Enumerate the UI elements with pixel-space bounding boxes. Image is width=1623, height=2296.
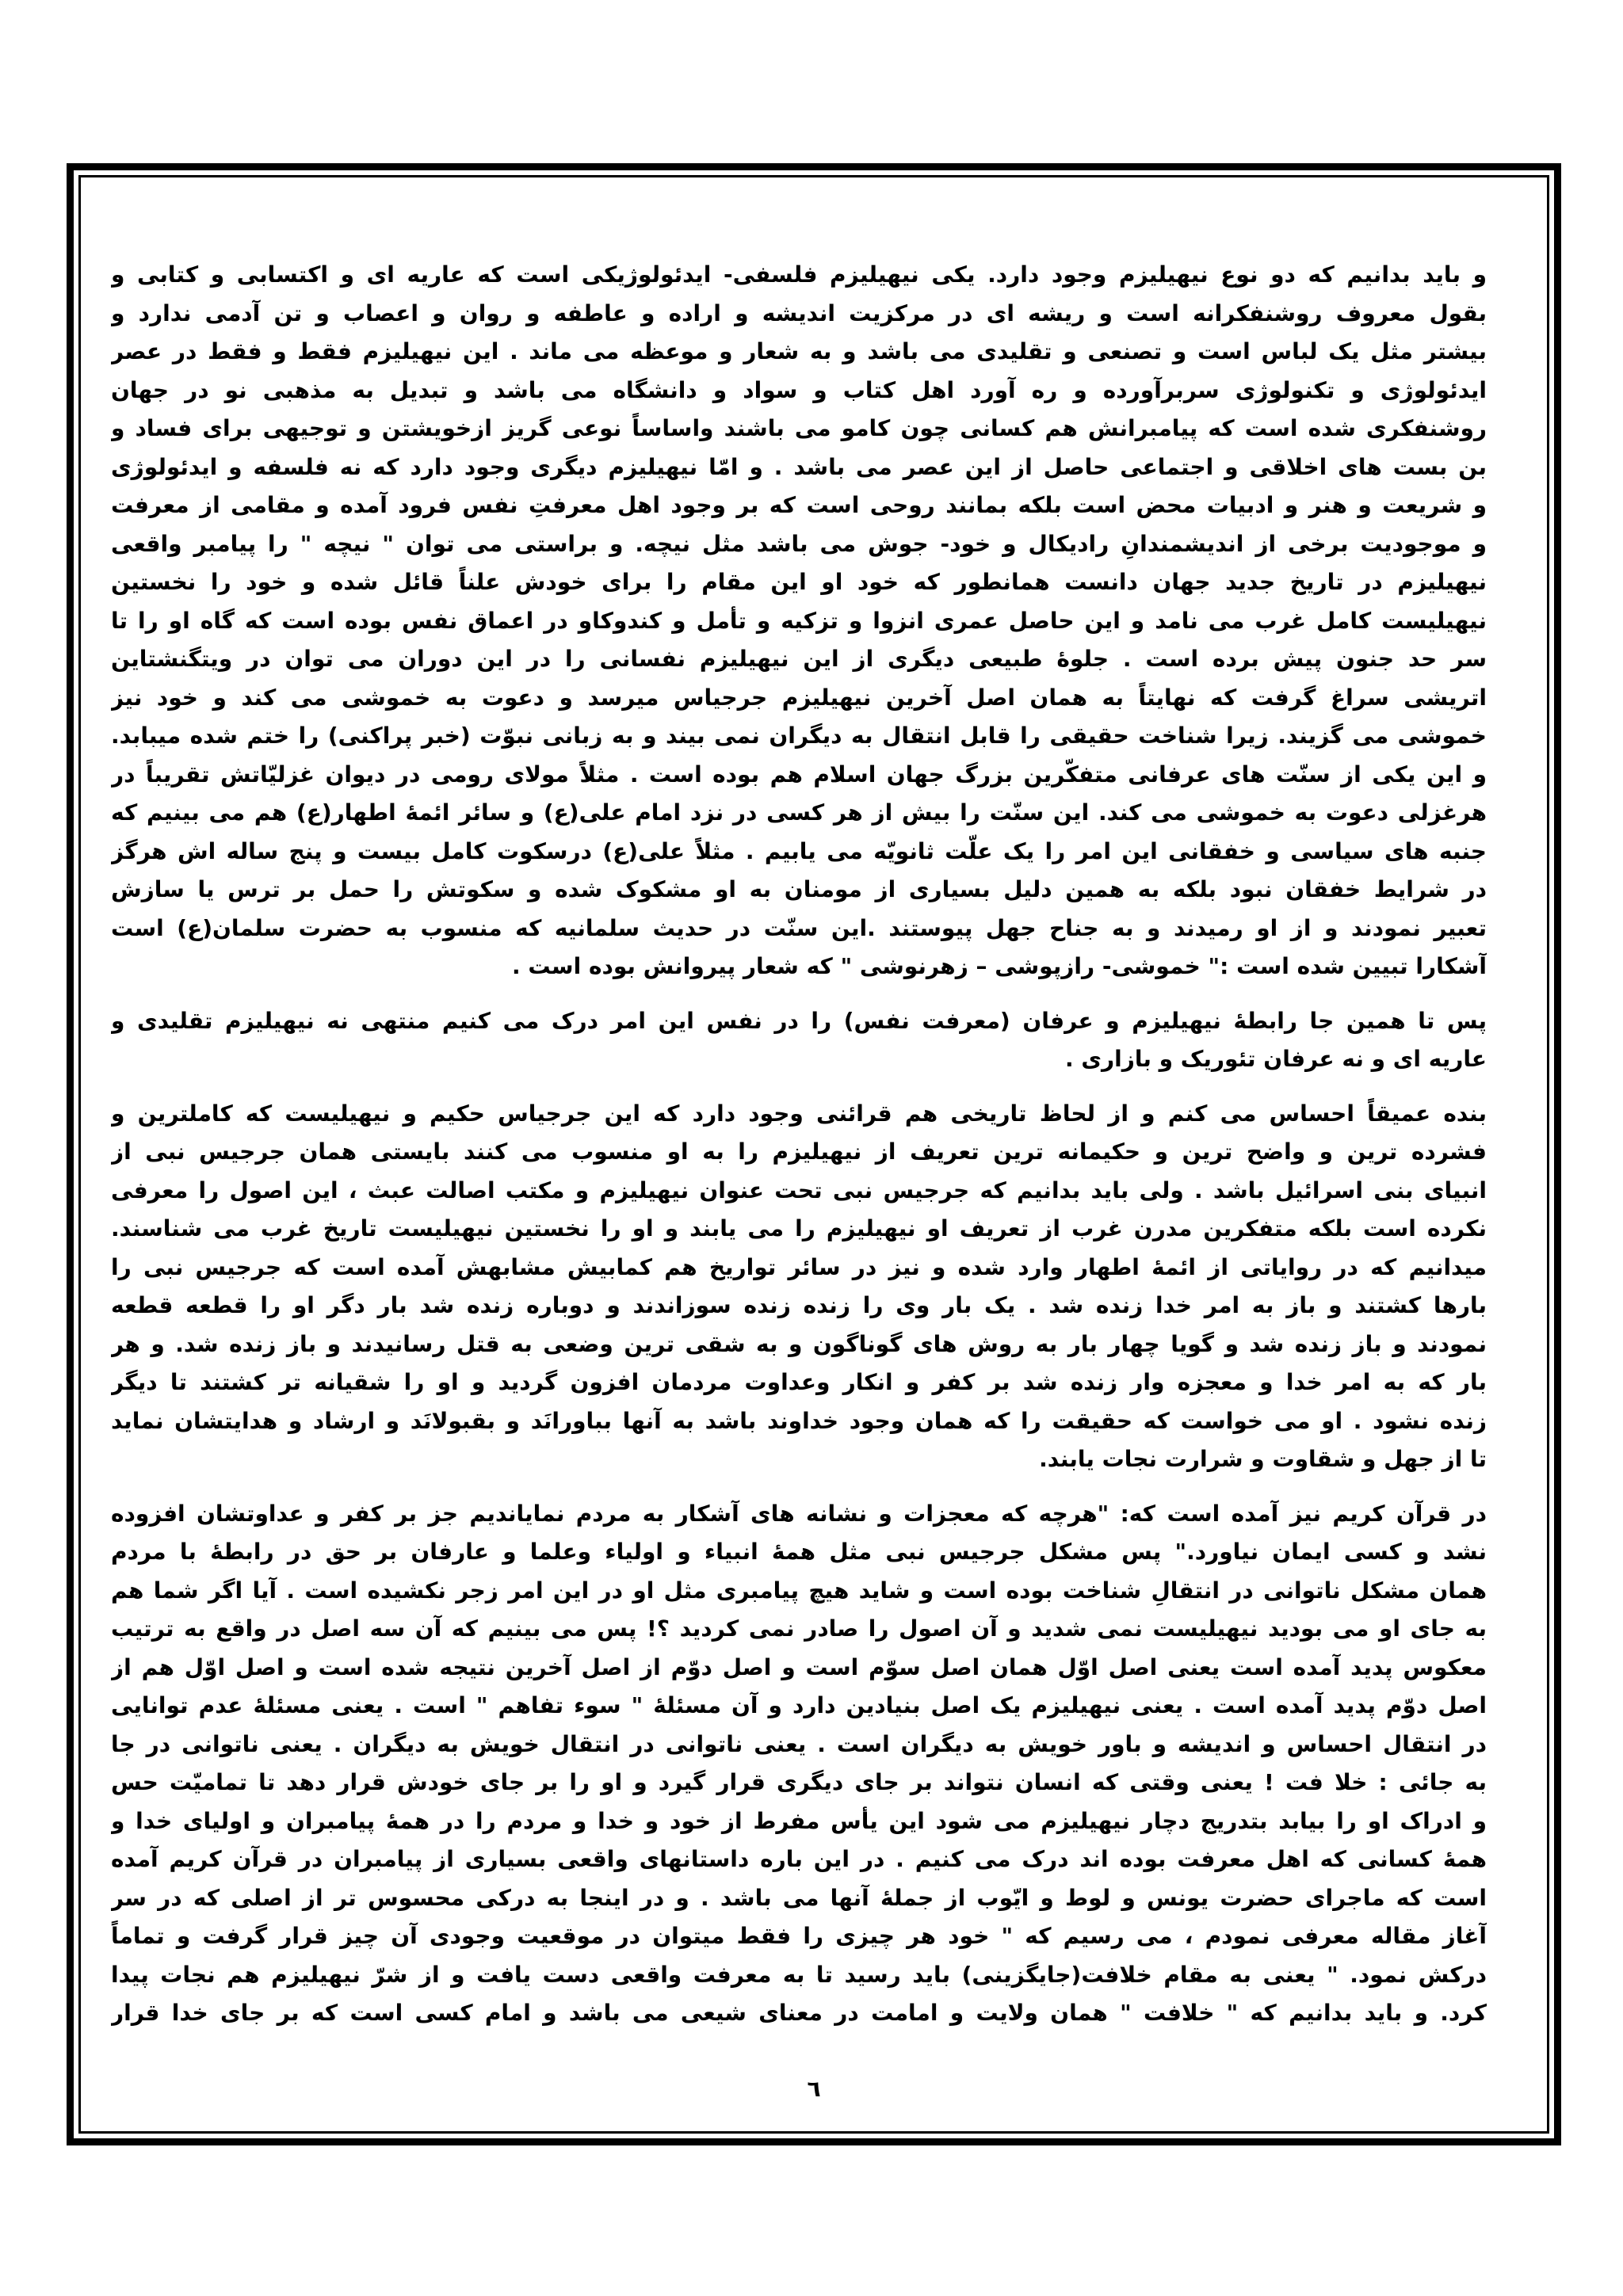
text-line: در انتقال احساس و اندیشه و باور خویش به دیگران است . یعنی ناتوانی در انتقال خویش به دیگران . یعنی ناتوانی در جا bbox=[111, 1730, 1487, 1757]
text-line: انبیای بنی اسرائیل باشد . ولی باید بدانیم که جرجیس نبی تحت عنوان نیهیلیزم و مکتب اصالت عبث ، این اصول را معرفی bbox=[111, 1177, 1487, 1203]
text-line: است که ماجرای حضرت یونس و لوط و ایّوب از جملهٔ آنها می باشد . و در اینجا به درکی محسوس تر از اصلی که در سر bbox=[111, 1884, 1487, 1911]
text-line: همهٔ کسانی که اهل معرفت بوده اند درک می کنیم . در این باره داستانهای واقعی بسیاری از پیامبران در قرآن کریم آمده bbox=[111, 1846, 1487, 1872]
text-line: و ادراک او را بیابد بتدریج دچار نیهیلیزم می شود این یأس مفرط از خود و خدا و مردم را در همهٔ پیامبران و اولیای خدا و bbox=[111, 1807, 1487, 1834]
paragraph bbox=[111, 1495, 1487, 2033]
text-line: هرغزلی دعوت به خموشی می کند. این سنّت را بیش از هر کسی در نزد امام علی(ع) و سائر ائمهٔ اطهار(ع) هم می بینیم که bbox=[111, 799, 1487, 826]
text-line: نکرده است بلکه متفکرین مدرن غرب از تعریف او نیهیلیزم را می یابند و او را نخستین نیهیلیست تاریخ غرب می شناسند. bbox=[111, 1215, 1487, 1241]
text-line: درکش نمود. " یعنی به مقام خلافت(جایگزینی) باید رسید تا به معرفت واقعی دست یافت و از شرّ نیهیلیزم هم نجات پیدا bbox=[111, 1961, 1487, 1988]
page-number: ٦ bbox=[807, 2076, 821, 2102]
text-line: ایدئولوژی و تکنولوژی سربرآورده و ره آورد اهل کتاب و سواد و دانشگاه می باشد و تبدیل به مذهبی نو در جهان bbox=[111, 376, 1487, 403]
text-line: نیهیلیست کامل غرب می نامد و این حاصل عمری انزوا و تزکیه و تأمل و کندوکاو در اعماق نفس بوده است که گاه او را تا bbox=[111, 607, 1487, 634]
text-line: پس تا همین جا رابطهٔ نیهیلیزم و عرفان (معرفت نفس) را در نفس این امر درک می کنیم منتهی نه نیهیلیزم تقلیدی و bbox=[111, 1007, 1487, 1034]
text-line: نشد و کسی ایمان نیاورد." پس مشکل جرجیس نبی مثل همهٔ انبیاء و اولیاء وعلما و عارفان بر حق در رابطهٔ با مردم bbox=[111, 1539, 1487, 1565]
text-line: بن بست های اخلاقی و اجتماعی حاصل از این عصر می باشد . و امّا نیهیلیزم دیگری وجود دارد که نه فلسفه و ایدئولوژی bbox=[111, 453, 1487, 480]
text-line: اصل دوّم پدید آمده است . یعنی نیهیلیزم یک اصل بنیادین دارد و آن مسئلهٔ " سوء تفاهم " است . یعنی مسئلهٔ عدم توانایی bbox=[111, 1692, 1487, 1718]
text-line: معکوس پدید آمده است یعنی اصل اوّل همان اصل سوّم است و اصل دوّم از اصل آخرین نتیجه شده است و اصل اوّل هم از bbox=[111, 1653, 1487, 1680]
text-line: همان مشکل ناتوانی در انتقالِ شناخت بوده است و شاید هیچ پیامبری مثل او در این امر زجر نکشیده است . آیا اگر شما هم bbox=[111, 1577, 1487, 1604]
text-line: آشکارا تبیین شده است :" خموشی- رازپوشی – زهرنوشی " که شعار پیروانش بوده است . bbox=[512, 953, 1487, 979]
paragraph bbox=[111, 256, 1487, 986]
text-line: به جای او می بودید نیهیلیست نمی شدید و آن اصول را صادر نمی کردید ؟! پس می بینیم که آن سه اصل در واقع به ترتیب bbox=[111, 1615, 1487, 1642]
text-line: در قرآن کریم نیز آمده است که: "هرچه که معجزات و نشانه های آشکار به مردم نمایاندیم جز بر کفر و عداوتشان افزوده bbox=[111, 1500, 1487, 1527]
text-line: سر حد جنون پیش برده است . جلوهٔ طبیعی دیگری از این نیهیلیزم نفسانی را در این دوران می توان در ویتگنشتاین bbox=[111, 646, 1487, 672]
text-line: نمودند و باز زنده شد و گویا چهار بار به روش های گوناگون و به شقی ترین وضعی به قتل رسانیدند و باز زنده شد. و هر bbox=[111, 1330, 1487, 1357]
paragraph bbox=[111, 1002, 1487, 1079]
text-line: آغاز مقاله معرفی نمودم ، می رسیم که " خود هر چیزی را فقط میتوان در موقعیت وجودی آن چیز قرار گرفت و تماماً bbox=[111, 1923, 1487, 1949]
text-line: و موجودیت برخی از اندیشمندانِ رادیکال و خود- جوش می باشد مثل نیچه. و براستی می توان " نیچه " را پیامبر واقعی bbox=[111, 530, 1487, 557]
text-line: تعبیر نمودند و از او رمیدند و به جناح جهل پیوستند .این سنّت در حدیث سلمانیه که منسوب به حضرت سلمان(ع) است bbox=[111, 914, 1487, 941]
text-line: بارها کشتند و باز به امر خدا زنده شد . یک بار وی را زنده زنده سوزاندند و دوباره زنده شد بار دگر او را قطعه قطعه bbox=[111, 1292, 1487, 1318]
text-line: کرد. و باید بدانیم که " خلافت " همان ولایت و امامت در معنای شیعی می باشد و امام کسی است که بر جای خدا قرار bbox=[111, 2000, 1487, 2026]
text-line: میدانیم که در روایاتی از ائمهٔ اطهار وارد شده و نیز در سائر تواریخ هم کمابیش مشابهش آمده است که جرجیس نبی را bbox=[111, 1253, 1487, 1280]
text-line: در شرایط خفقان نبود بلکه به همین دلیل بسیاری از مومنان به او مشکوک شده و سکوتش را حمل بر ترس یا سازش bbox=[111, 876, 1487, 902]
document-body bbox=[111, 256, 1487, 2033]
text-line: بنده عمیقاً احساس می کنم و از لحاظ تاریخی هم قرائنی وجود دارد که این جرجیاس حکیم و نیهیلیست که کاملترین و bbox=[111, 1100, 1487, 1127]
text-line: روشنفکری شده است که پیامبرانش هم کسانی چون کامو می باشند واساساً نوعی گریز ازخویشتن و توجیهی برای فساد و bbox=[111, 415, 1487, 441]
text-line: خموشی می گزیند. زیرا شناخت حقیقی را قابل انتقال به دیگران نمی بیند و به زبانی نبوّت (خبر پراکنی) را ختم شده میبابد. bbox=[111, 723, 1487, 749]
text-line: زنده نشود . او می خواست که حقیقت را که همان وجود خداوند باشد به آنها بباورانَد و بقبولانَد و ارشاد و هدایتشان نماید bbox=[111, 1407, 1487, 1434]
text-line: نیهیلیزم در تاریخ جدید جهان دانست همانطور که خود او این مقام را برای خودش علناً قائل شده و خود را نخستین bbox=[111, 569, 1487, 595]
text-line: جنبه های سیاسی و خفقانی این امر را یک علّت ثانویّه می یابیم . مثلاً علی(ع) درسکوت کامل بیست و پنج ساله اش هرگز bbox=[111, 837, 1487, 864]
text-line: بیشتر مثل یک لباس است و تصنعی و تقلیدی می باشد و به شعار و موعظه می ماند . این نیهیلیزم فقط و فقط در عصر bbox=[111, 338, 1487, 364]
text-line: اتریشی سراغ گرفت که نهایتاً به همان اصل آخرین نیهیلیزم جرجیاس میرسد و دعوت به خموشی می کند و خود نیز bbox=[111, 684, 1487, 711]
text-line: عاریه ای و نه عرفان تئوریک و بازاری . bbox=[1064, 1046, 1487, 1072]
text-line: و این یکی از سنّت های عرفانی متفکّرین بزرگ جهان اسلام هم بوده است . مثلاً مولای رومی در دیوان غزلیّاتش تقریباً در bbox=[111, 761, 1487, 788]
paragraph bbox=[111, 1095, 1487, 1479]
text-line: و باید بدانیم که دو نوع نیهیلیزم وجود دارد. یکی نیهیلیزم فلسفی- ایدئولوژیکی است که عاریه ای و اکتسابی و کتابی و bbox=[111, 261, 1487, 288]
text-line: تا از جهل و شقاوت و شرارت نجات یابند. bbox=[1039, 1446, 1487, 1472]
text-line: بقول معروف روشنفکرانه است و ریشه ای در مرکزیت اندیشه و اراده و عاطفه و روان و اعصاب و تن آدمی ندارد و bbox=[111, 299, 1487, 326]
text-line: بار که به امر خدا و معجزه وار زنده شد بر کفر و انکار وعداوت مردمان افزون گردید و او را شقیانه تر کشتند تا دیگر bbox=[111, 1369, 1487, 1395]
text-line: و شریعت و هنر و ادبیات محض است بلکه بمانند روحی است که بر وجود اهل معرفتِ نفس فرود آمده و مقامی از معرفت bbox=[111, 492, 1487, 518]
text-line: به جائی : خلا فت ! یعنی وقتی که انسان نتواند بر جای دیگری قرار گیرد و او را بر جای خودش قرار دهد تا تمامیّت حس bbox=[111, 1769, 1487, 1795]
text-line: فشرده ترین و واضح ترین و حکیمانه ترین تعریف از نیهیلیزم را به او منسوب می کنند بایستی همان جرجیس نبی از bbox=[111, 1138, 1487, 1165]
